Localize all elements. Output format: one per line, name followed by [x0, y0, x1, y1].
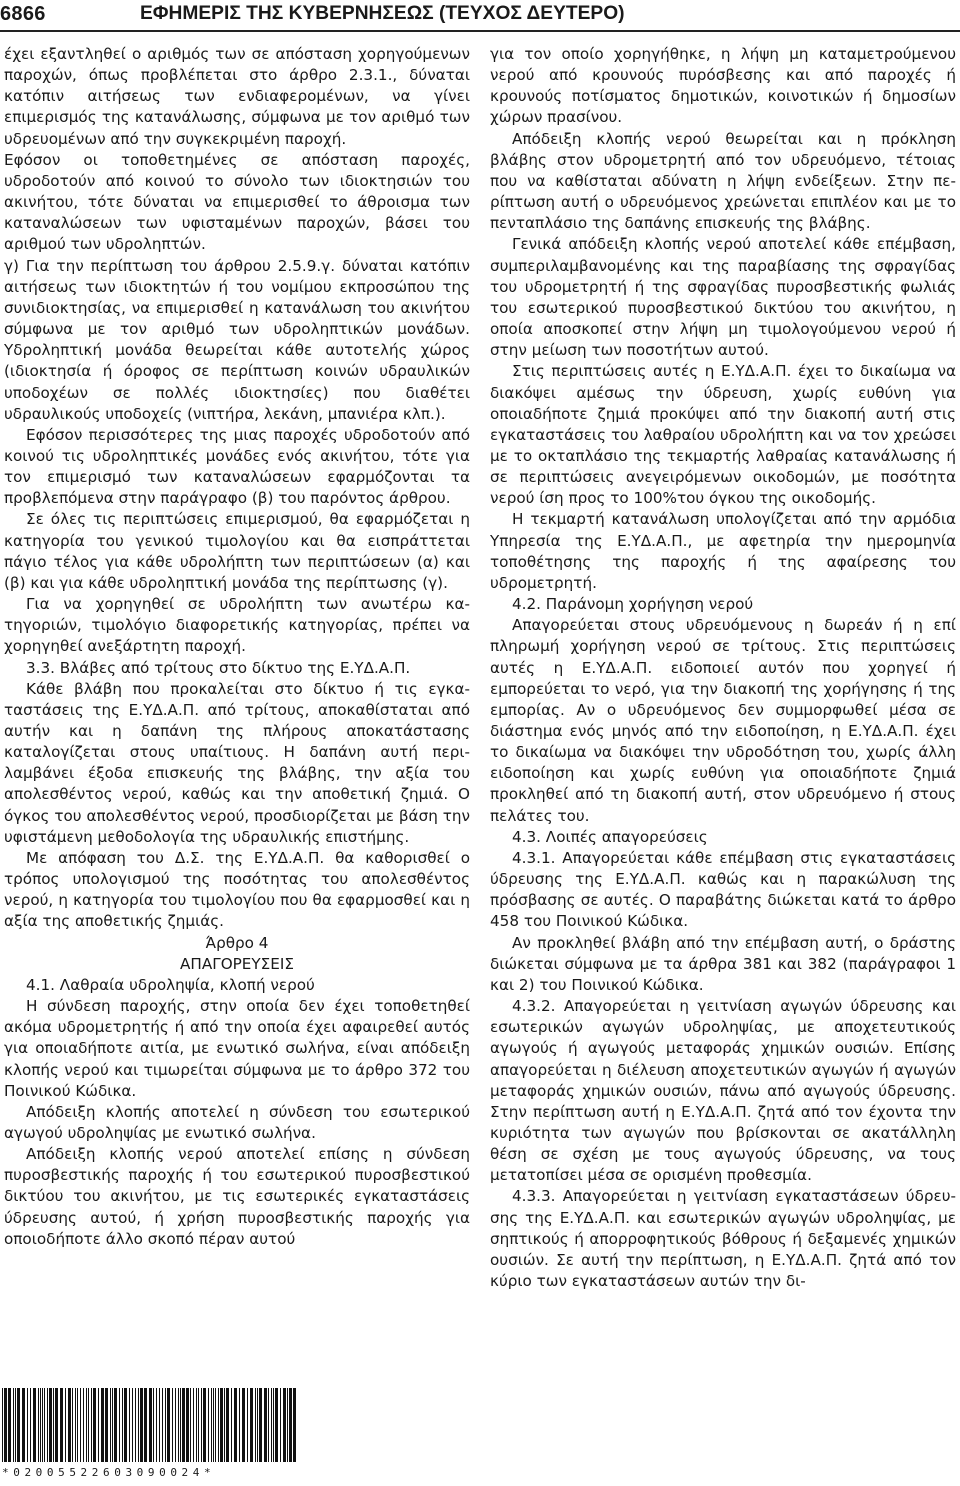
barcode-bar — [231, 1388, 232, 1462]
paragraph: Εφόσον περισσότερες της μιας παροχές υδροδοτούν από κοινού τις υδροληπτικές μονάδες ενός ακινήτου, τότε για τον επιμερισμό των καταναλώσεων εφαρμόζονται τα προβλεπόμενα στην παράγραφο (β) του παρόντος άρθρου. — [4, 425, 470, 508]
left-column — [4, 44, 470, 1250]
barcode-bar — [112, 1388, 113, 1462]
barcode-bar — [201, 1388, 202, 1462]
barcode-bar — [208, 1388, 209, 1462]
paragraph: 4.3.3. Απαγορεύεται η γειτνίαση εγκαταστάσεων ύδρευσης της Ε.ΥΔ.Α.Π. και εσωτερικών αγωγών υδροληψίας, με σηπτικούς ή απορροφητικούς βόθρους ή δεξαμενές χημικών ουσιών. Σε αυτή την περίπτωση, η Ε.ΥΔ.Α.Π. ζητά από τον κύριο των εγκαταστάσεων αυτών την δι- — [490, 1187, 956, 1291]
barcode-bar — [91, 1388, 92, 1462]
barcode-bar — [30, 1388, 31, 1462]
barcode-bar — [49, 1388, 52, 1462]
paragraph: Η τεκμαρτή κατανάλωση υπολογίζεται από την αρμόδια Υπηρεσία της Ε.ΥΔ.Α.Π., με αφετηρία την ημερομηνία τοποθέτησης της παροχής ή της αφαίρεσης του υδρομετρητή. — [490, 510, 956, 592]
barcode-bar — [268, 1388, 269, 1462]
barcode-bar — [129, 1388, 130, 1462]
barcode-bar — [22, 1388, 25, 1462]
barcode-bar — [88, 1388, 89, 1462]
barcode-bar — [180, 1388, 181, 1462]
paragraph: Στις περιπτώσεις αυτές η Ε.ΥΔ.Α.Π. έχει το δικαίωμα να διακόψει αμέσως την ύδρευση, χωρίς ευθύνη για οποιαδήποτε ζημιά προκύψει από την διακοπή αυτή στις εγκαταστάσεις του λαθραίου υδρολήπτη και να τον χρεώσει με το οκταπλάσιο της τεκμαρτής λαθραίας κατανάλωσης ή σε περιπτώσεις ανεγειρόμενων οικοδομών, με ποσότητα νερού ίση προς το 100%του όγκου της οικοδομής. — [490, 362, 956, 508]
barcode-bar — [86, 1388, 87, 1462]
barcode-bar — [77, 1388, 78, 1462]
paragraph: 4.3. Λοιπές απαγορεύσεις — [512, 827, 708, 846]
barcode-bar — [105, 1388, 108, 1462]
barcode-bar — [44, 1388, 45, 1462]
barcode-bar — [138, 1388, 139, 1462]
paragraph: Άρθρο 4 — [205, 933, 269, 952]
barcode-bar — [293, 1388, 296, 1462]
paragraph: Απόδειξη κλοπής νερού θεωρείται και η πρόκληση βλάβης στον υδρομετρητή από τον υδρευόμενο, τέτοιας που να καθίσταται αδύνατη η λήψη ενδείξεων. Στην περίπτωση αυτή ο υδρευόμενος χρεώνεται επιπλέον και με το πενταπλάσιο της δαπάνης επισκευής της βλάβης. — [490, 129, 956, 233]
barcode-bar — [283, 1388, 286, 1462]
barcode-bar — [13, 1388, 14, 1462]
barcode-bar — [289, 1388, 292, 1462]
barcode-bar — [124, 1388, 127, 1462]
barcode-bar — [275, 1388, 278, 1462]
barcode-bar — [27, 1388, 28, 1462]
paragraph: Απαγορεύεται στους υδρευόμενους η δωρεάν ή η επί πληρωμή χορήγηση νερού σε τρίτους. Στις περιπτώσεις αυτές η Ε.ΥΔ.Α.Π. ειδοποιεί αυτόν που χορηγεί ή εμπορεύεται το νερό, για την διακοπή της χορήγησης ή της εμπορίας. Αν ο υδρευόμενος δεν συμμορφωθεί μέσα σε διάστημα ενός μηνός από την ειδοποίηση, η Ε.ΥΔ.Α.Π. έχει το δικαίωμα να διακόψει την υδροδότηση του, χωρίς άλλη ειδοποίηση και χωρίς ευθύνη για οποιαδήποτε ζημιά προκληθεί από τη διακοπή αυτή, στον υδρευόμενο ή στους πελάτες του. — [490, 616, 956, 825]
paragraph: Γενικά απόδειξη κλοπής νερού αποτελεί κάθε επέμβαση, συμπεριλαμβανομένης και της παραβίασης της σφραγίδας του υδρομετρητή ή της σφραγίδας πυροσβεστικής φωλιάς του εσωτερικού πυροσβεστικού δικτύου του ακινήτου, η οποία αποσκοπεί στην λήψη μη τιμολογούμενου νερού ή στην μείωση των ποσοτήτων αυτού. — [490, 235, 956, 360]
barcode-bar — [182, 1388, 185, 1462]
barcode-bar — [65, 1388, 66, 1462]
barcode-bar — [153, 1388, 154, 1462]
barcode-bar — [224, 1388, 225, 1462]
barcode-bar — [140, 1388, 143, 1462]
barcode-bar — [178, 1388, 179, 1462]
barcode-bar — [250, 1388, 253, 1462]
journal-title: ΕΦΗΜΕΡΙΣ ΤΗΣ ΚΥΒΕΡΝΗΣΕΩΣ (ΤΕΥΧΟΣ ΔΕΥΤΕΡΟ) — [140, 3, 625, 24]
barcode-number: *02005522603090024* — [2, 1466, 216, 1479]
paragraph: Απόδειξη κλοπής νερού αποτελεί επίσης η σύνδεση πυροσβεστικής παροχής ή του εσωτερικού πυροσβεστικού δικτύου του ακινήτου, με τις εσωτερικές εγκαταστάσεις ύδρευσης αυτού, ή χρήση πυροσβεστικής παροχής για οποιοδήποτε άλλο σκοπό πέραν αυτού — [4, 1145, 470, 1248]
barcode-bar — [167, 1388, 170, 1462]
barcode-bar — [273, 1388, 274, 1462]
barcode-bar — [186, 1388, 189, 1462]
barcode-bar — [135, 1388, 136, 1462]
paragraph: Η σύνδεση παροχής, στην οποία δεν έχει τοποθετηθεί ακόμα υδρομετρητής ή από την οποία έχει αφαιρεθεί αυτός για οποιαδήποτε αιτία, με ενωτικό σωλήνα, είναι απόδειξη κλοπής νερού και τιμωρείται σύμφωνα με το άρθρο 372 του Ποινικού Κώδικα. — [4, 997, 470, 1100]
barcode-bar — [165, 1388, 166, 1462]
page-header — [0, 0, 960, 32]
barcode-bar — [247, 1388, 248, 1462]
paragraph: Εφόσον οι τοποθετημένες σε απόσταση παροχές, υδροδοτούν από κοινού το σύνολο των ιδιοκτησιών του ακινήτου, τότε δύναται να επιμερισθεί το άθροισμα των καταναλώσεων των υφισταμένων παροχών, βάσει του αριθμού των υδροληπτών. — [4, 150, 470, 254]
barcode-bar — [213, 1388, 214, 1462]
barcode-bar — [162, 1388, 163, 1462]
barcode-bar — [190, 1388, 191, 1462]
barcode-bar — [198, 1388, 199, 1462]
barcode-bar — [271, 1388, 272, 1462]
barcode-bar — [72, 1388, 73, 1462]
barcode-bar — [47, 1388, 48, 1462]
barcode-bar — [175, 1388, 176, 1462]
barcode-bar — [98, 1388, 99, 1462]
barcode-bar — [101, 1388, 104, 1462]
paragraph: για τον οποίο χορηγήθηκε, η λήψη μη καταμετρούμενου νερού από κρουνούς πυρόσβεσης και από παροχές ή κρουνούς ποτίσματος δημοτικών, κοινοτικών ή δημοσίων χώρων πρασίνου. — [490, 45, 956, 127]
paragraph: 4.1. Λαθραία υδροληψία, κλοπή νερού — [26, 975, 315, 994]
barcode-bar — [287, 1388, 288, 1462]
paragraph: έχει εξαντληθεί ο αριθμός των σε απόσταση χορηγούμενων παροχών, όπως προβλέπεται στο άρθρο 2.3.1., δύναται κατόπιν αιτήσεως των ενδιαφερομένων, να γίνει επιμερισμός της κατανάλωσης, σύμφωνα με τον αριθμό των υδρευομένων από την συγκεκριμένη παροχή. — [4, 45, 470, 148]
barcode-bar — [53, 1388, 54, 1462]
barcode-bar — [60, 1388, 63, 1462]
barcode-bar — [156, 1388, 157, 1462]
barcode-bar — [280, 1388, 281, 1462]
barcode-bar — [2, 1388, 3, 1462]
paragraph: Σε όλες τις περιπτώσεις επιμερισμού, θα εφαρμόζεται η κατηγορία του γενικού τιμολογίου και θα εισπράττεται πάγιο τέλος για κάθε υδρολήπτη των περιπτώσεων (α) και (β) και για κάθε υδροληπτική μονάδα της περίπτωσης (γ). — [4, 510, 470, 592]
barcode-bar — [93, 1388, 96, 1462]
paragraph: 4.2. Παράνομη χορήγηση νερού — [512, 595, 754, 614]
barcode-bar — [15, 1388, 16, 1462]
barcode-bar — [144, 1388, 147, 1462]
barcode-bar — [132, 1388, 133, 1462]
barcode-bar — [259, 1388, 262, 1462]
barcode-bar — [203, 1388, 206, 1462]
header-rule — [0, 30, 960, 32]
barcode-bar — [4, 1388, 7, 1462]
barcode — [0, 1388, 300, 1484]
paragraph: ΑΠΑΓΟΡΕΥΣΕΙΣ — [180, 954, 294, 973]
barcode-bar — [33, 1388, 36, 1462]
barcode-bar — [159, 1388, 160, 1462]
barcode-bar — [211, 1388, 212, 1462]
barcode-bar — [80, 1388, 81, 1462]
barcode-bar — [55, 1388, 58, 1462]
barcode-bar — [226, 1388, 229, 1462]
barcode-bar — [119, 1388, 120, 1462]
paragraph: Κάθε βλάβη που προκαλείται στο δίκτυο ή τις εγκαταστάσεις της Ε.ΥΔ.Α.Π. από τρίτους, αποκαθίσταται από αυτήν και η δαπάνη της πλήρους αποκατάστασης καταλογίζεται στους υπαίτιους. Η δαπάνη αυτή περιλαμβάνει έξοδα επισκευής της βλάβης, την αξία του απολεσθέντος νερού, καθώς και την αποθετική ζημιά. Ο όγκος του απολεσθέντος νερού, προσδιορίζεται με βάση την υφιστάμενη μεθοδολογία της υδραυλικής επιστήμης. — [4, 679, 470, 846]
barcode-bar — [234, 1388, 237, 1462]
barcode-bar — [68, 1388, 71, 1462]
paragraph: 3.3. Βλάβες από τρίτους στο δίκτυο της Ε.ΥΔ.Α.Π. — [26, 658, 411, 677]
barcode-bar — [196, 1388, 197, 1462]
right-column — [490, 44, 956, 1292]
barcode-bar — [38, 1388, 39, 1462]
barcode-bar — [17, 1388, 20, 1462]
barcode-bar — [193, 1388, 194, 1462]
page-number: 6866 — [0, 3, 46, 25]
paragraph: Με απόφαση του Δ.Σ. της Ε.ΥΔ.Α.Π. θα καθορισθεί ο τρόπος υπολογισμού της ποσότητας του απολεσθέντος νερού, η κατηγορία του τιμολογίου που θα εφαρμοσθεί και η αξία της αποθετικής ζημιάς. — [4, 848, 470, 931]
barcode-bar — [242, 1388, 245, 1462]
barcode-bar — [239, 1388, 240, 1462]
barcode-bar — [8, 1388, 11, 1462]
barcode-bar — [218, 1388, 219, 1462]
barcode-bar — [122, 1388, 123, 1462]
paragraph: Απόδειξη κλοπής αποτελεί η σύνδεση του εσωτερικού αγωγού υδροληψίας με ενωτικό σωλήνα. — [4, 1102, 470, 1142]
barcode-bar — [149, 1388, 152, 1462]
barcode-bar — [75, 1388, 76, 1462]
paragraph: 4.3.2. Απαγορεύεται η γειτνίαση αγωγών ύδρευσης και εσωτερικών αγωγών υδροληψίας, με αποχετευτικούς αγωγούς ή αγωγούς μεταφοράς χημικών ουσιών. Επίσης απαγορεύεται η διέλευση αποχετευτικών αγωγών ή αγωγών μεταφοράς χημικών ουσιών, πάνω από αγωγούς ύδρευσης. Στην περίπτωση αυτή η Ε.ΥΔ.Α.Π. ζητά από τον έχοντα την κυριότητα των αγωγών που βρίσκονται σε ακατάλληλη θέση σε σχέση με τους αγωγούς ύδρευσης, να τους μετατοπίσει μέσα σε ορισμένη προθεσμία. — [490, 997, 956, 1185]
barcode-graphic — [0, 1388, 300, 1464]
paragraph: Για να χορηγηθεί σε υδρολήπτη των ανωτέρω κατηγοριών, τιμολόγιο διαφορετικής κατηγορίας, πρέπει να χορηγηθεί ανεξάρτητη παροχή. — [4, 595, 470, 656]
barcode-bar — [83, 1388, 84, 1462]
barcode-bar — [264, 1388, 267, 1462]
barcode-bar — [40, 1388, 41, 1462]
barcode-bar — [42, 1388, 43, 1462]
barcode-bar — [172, 1388, 173, 1462]
paragraph: Αν προκληθεί βλάβη από την επέμβαση αυτή, ο δράστης διώκεται σύμφωνα με τα άρθρα 381 και 382 (παράγραφοι 1 και 2) του Ποινικού Κώδικα. — [490, 933, 956, 994]
paragraph: 4.3.1. Απαγορεύεται κάθε επέμβαση στις εγκαταστάσεις ύδρευσης της Ε.ΥΔ.Α.Π. καθώς και η παρακώλυση της πρόσβασης σε αυτές. Ο παραβάτης διώκεται κατά το άρθρο 458 του Ποινικού Κώδικα. — [490, 848, 956, 931]
barcode-bar — [114, 1388, 117, 1462]
barcode-bar — [215, 1388, 216, 1462]
barcode-bar — [255, 1388, 256, 1462]
barcode-bar — [110, 1388, 111, 1462]
paragraph: γ) Για την περίπτωση του άρθρου 2.5.9.γ. δύναται κατόπιν αιτήσεως των ιδιοκτητών ή του νομίμου εκπροσώπου της συνιδιοκτησίας, να επιμερισθεί η κατανάλωση του ακινήτου σύμφωνα με τον αριθμό των υδροληπτικών μονάδων. Υδροληπτική μονάδα θεωρείται κάθε αυτοτελής χώρος (ιδιοκτησία ή όροφος σε περίπτωση κοινών υδραυλικών υποδοχέων σε πολλές ιδιοκτησίες) που διαθέτει υδραυλικούς υποδοχείς (νιπτήρα, λεκάνη, μπανιέρα κλπ.). — [4, 256, 470, 423]
barcode-bar — [257, 1388, 258, 1462]
barcode-bar — [220, 1388, 223, 1462]
